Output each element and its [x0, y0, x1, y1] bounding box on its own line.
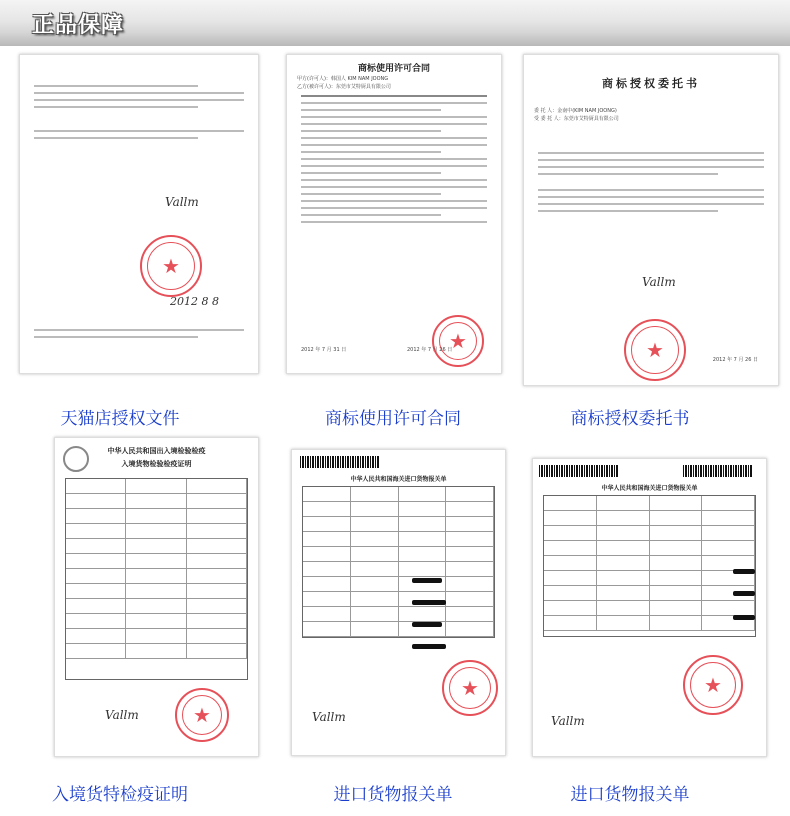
page-title: 正品保障: [32, 13, 125, 38]
document-customs-declaration-2[interactable]: [532, 458, 767, 757]
redaction: [733, 615, 755, 620]
caption-customs-declaration-2: 进口货物报关单: [570, 785, 690, 805]
caption-inspection-certificate: 入境货特检疫证明: [52, 785, 188, 805]
redaction: [733, 591, 755, 596]
date-b: 2012 年 7 月 26 日: [407, 347, 453, 353]
signature: Vallm: [551, 714, 585, 728]
ciq-logo-icon: [63, 446, 89, 472]
agent-label: 受 委 托 人：: [534, 116, 564, 122]
party-b: 乙方(被许可人)：东莞市艾特厨具有限公司: [297, 84, 391, 90]
doc-title-line2: 入境货物检验检疫证明: [121, 460, 192, 468]
barcode-icon: [300, 456, 380, 468]
document-inspection-certificate[interactable]: [54, 437, 259, 757]
red-seal-icon: ★: [140, 235, 202, 297]
red-seal-icon: ★: [683, 655, 743, 715]
doc-title: 中华人民共和国海关进口货物报关单: [350, 476, 447, 483]
redaction: [412, 644, 446, 649]
doc-title: 商标授权委托书: [602, 77, 700, 90]
principal: 金南中(KIM NAM JOONG): [557, 108, 617, 114]
date-a: 2012 年 7 月 31 日: [301, 347, 347, 353]
party-a: 甲方(许可人)：韩国人 KIM NAM JOONG: [297, 76, 389, 82]
principal-label: 委 托 人：: [534, 108, 558, 114]
signature: Vallm: [642, 275, 676, 289]
redaction: [412, 622, 442, 627]
redaction: [412, 600, 446, 605]
agent: 东莞市艾特厨具有限公司: [563, 116, 619, 122]
caption-customs-declaration-1: 进口货物报关单: [333, 785, 453, 805]
barcode-icon: [683, 465, 753, 477]
date: 2012 8 8: [170, 295, 219, 308]
document-customs-declaration-1[interactable]: [291, 449, 506, 756]
red-seal-icon: ★: [442, 660, 498, 716]
doc-title-line1: 中华人民共和国出入境检验检疫: [107, 447, 206, 455]
caption-trademark-authorization: 商标授权委托书: [570, 409, 690, 429]
caption-tmall-authorization: 天猫店授权文件: [60, 409, 180, 429]
red-seal-icon: ★: [432, 315, 484, 367]
date: 2012 年 7 月 26 日: [712, 357, 758, 363]
caption-trademark-license: 商标使用许可合同: [325, 409, 461, 429]
redaction: [412, 578, 442, 583]
document-tmall-authorization[interactable]: [19, 54, 259, 374]
red-seal-icon: ★: [175, 688, 229, 742]
redaction: [733, 569, 755, 574]
red-seal-icon: ★: [624, 319, 686, 381]
document-trademark-authorization-letter[interactable]: [523, 54, 779, 386]
barcode-icon: [539, 465, 619, 477]
signature: Vallm: [312, 710, 346, 724]
page-header: [0, 0, 790, 46]
signature: Vallm: [165, 195, 199, 209]
doc-title: 中华人民共和国海关进口货物报关单: [601, 485, 698, 492]
doc-title: 商标使用许可合同: [357, 64, 430, 74]
document-trademark-license-contract[interactable]: [286, 54, 502, 374]
signature: Vallm: [105, 708, 139, 722]
